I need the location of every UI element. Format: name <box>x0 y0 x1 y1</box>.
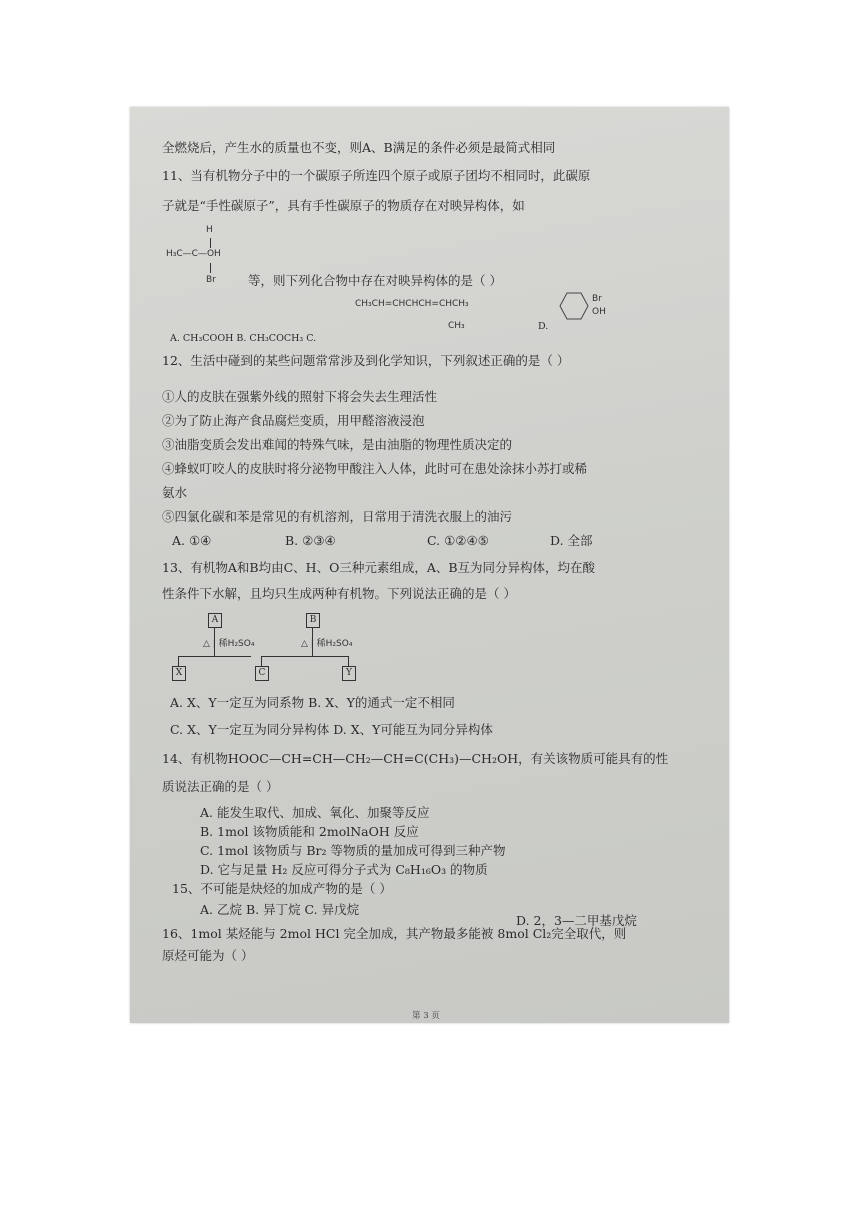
q11-line1: 11、当有机物分子中的一个碳原子所连四个原子或原子团均不相同时，此碳原 <box>162 168 591 183</box>
q15-stem: 15、不可能是炔烃的加成产物的是（ ） <box>172 881 392 896</box>
q12-statement-4a: ④蜂蚁叮咬人的皮肤时将分泌物甲酸注入人体，此时可在患处涂抹小苏打或稀 <box>162 461 588 476</box>
q11-line3: 等，则下列化合物中存在对映异构体的是（ ） <box>248 273 502 288</box>
cyclohexane-ring-icon <box>555 289 595 329</box>
q13-options-cd: C. X、Y一定互为同分异构体 D. X、Y可能互为同分异构体 <box>170 722 493 737</box>
q13-stem2: 性条件下水解，且均只生成两种有机物。下列说法正确的是（ ） <box>162 586 516 601</box>
q11-option-c-sub: CH₃ <box>448 321 465 331</box>
q11-option-d-label: D. <box>538 321 549 332</box>
q16-stem1: 16、1mol 某烃能与 2mol HCl 完全加成，其产物最多能被 8mol Cl₂完全取代，则 <box>162 926 627 941</box>
page-number: 第 3 页 <box>412 1011 440 1021</box>
q12-statement-4b: 氨水 <box>162 485 188 500</box>
exam-page <box>130 107 729 1023</box>
q12-statement-2: ②为了防止海产食品腐烂变质，用甲醛溶液浸泡 <box>162 413 425 428</box>
branch-line <box>178 656 251 657</box>
box-x: X <box>172 666 186 681</box>
branch-line <box>262 656 348 657</box>
q14-stem1: 14、有机物HOOC—CH=CH—CH₂—CH=C(CH₃)—CH₂OH，有关该物质可能具有的性 <box>162 751 669 766</box>
q15-options-abc: A. 乙烷 B. 异丁烷 C. 异戊烷 <box>200 902 360 917</box>
q16-stem2: 原烃可能为（ ） <box>162 948 254 963</box>
q12-statement-5: ⑤四氯化碳和苯是常见的有机溶剂，日常用于清洗衣服上的油污 <box>162 509 513 524</box>
intro-line: 全燃烧后，产生水的质量也不变，则A、B满足的条件必须是最简式相同 <box>162 140 556 155</box>
q12-stem: 12、生活中碰到的某些问题常常涉及到化学知识，下列叙述正确的是（ ） <box>162 353 570 368</box>
q11-line2: 子就是“手性碳原子”，具有手性碳原子的物质存在对映异构体，如 <box>162 198 525 213</box>
bond-line <box>210 238 211 248</box>
q14-option-a: A. 能发生取代、加成、氧化、加聚等反应 <box>200 805 430 820</box>
condition-a: △ | 稀H₂SO₄ <box>203 639 255 649</box>
q12-option-b: B. ②③④ <box>285 533 336 548</box>
q15-option-d: D. 2，3—二甲基戊烷 <box>516 913 637 928</box>
box-b: B <box>306 613 320 628</box>
q11-struct-h: H <box>206 225 213 235</box>
q12-option-a: A. ①④ <box>172 533 212 548</box>
box-a: A <box>208 613 222 628</box>
q11-struct-br: Br <box>206 275 216 285</box>
arrow-line <box>348 656 349 666</box>
q13-options-ab: A. X、Y一定互为同系物 B. X、Y的通式一定不相同 <box>170 695 455 710</box>
q11-option-d-oh: OH <box>592 307 606 317</box>
arrow-line <box>178 656 179 666</box>
q13-stem1: 13、有机物A和B均由C、H、O三种元素组成，A、B互为同分异构体，均在酸 <box>162 560 596 575</box>
q12-option-c: C. ①②④⑤ <box>427 533 489 548</box>
condition-b: △ | 稀H₂SO₄ <box>301 639 353 649</box>
q12-statement-3: ③油脂变质会发出难闻的特殊气味，是由油脂的物理性质决定的 <box>162 437 513 452</box>
q14-option-c: C. 1mol 该物质与 Br₂ 等物质的量加成可得到三种产物 <box>200 843 506 858</box>
q14-option-d: D. 它与足量 H₂ 反应可得分子式为 C₈H₁₆O₃ 的物质 <box>200 862 488 877</box>
arrow-line <box>261 656 262 666</box>
box-c: C <box>255 666 269 681</box>
q11-option-d-br: Br <box>592 294 602 304</box>
q11-option-c-formula: CH₃CH=CHCHCH=CHCH₃ <box>355 299 469 309</box>
q14-stem2: 质说法正确的是（ ） <box>162 779 279 794</box>
q11-struct-main: H₃C—C—OH <box>166 249 221 259</box>
q12-statement-1: ①人的皮肤在强紫外线的照射下将会失去生理活性 <box>162 389 438 404</box>
q11-options: A. CH₃COOH B. CH₃COCH₃ C. <box>170 333 317 344</box>
q12-option-d: D. 全部 <box>550 533 593 548</box>
q14-option-b: B. 1mol 该物质能和 2molNaOH 反应 <box>200 824 419 839</box>
bond-line <box>210 263 211 273</box>
box-y: Y <box>342 666 356 681</box>
